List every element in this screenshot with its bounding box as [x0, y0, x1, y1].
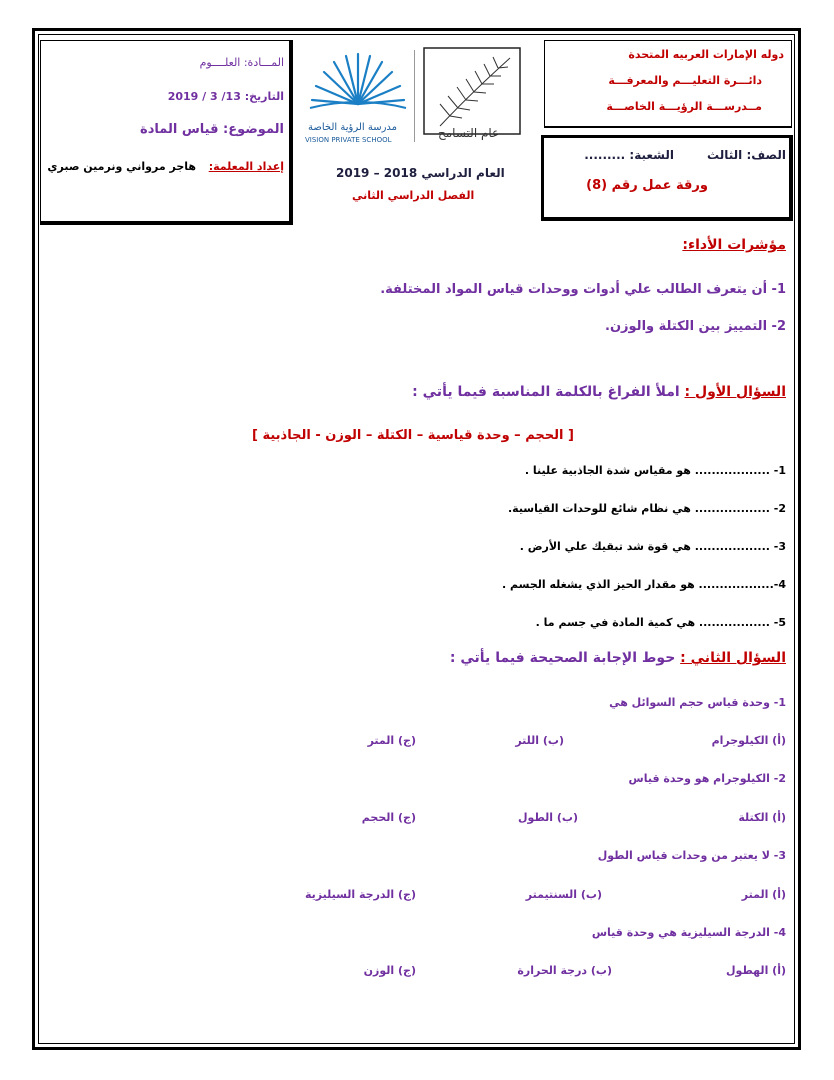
q1-instruction: املأ الفراغ بالكلمة المناسبة فيما يأتي :	[412, 384, 680, 400]
q1-item-3: 3- .................. هي قوة شد تبقيك علي الأرض .	[519, 540, 786, 553]
q2-q2-option-c: (ج) الحجم	[361, 811, 416, 824]
prepared-by-names: هاجر مرواني ونرمين صبري	[47, 160, 196, 173]
semester: الفصل الدراسي الثاني	[352, 189, 475, 202]
department-name: دائـــرة التعليـــم والمعرفـــة	[608, 74, 762, 87]
q2-question-2: 2- الكيلوجرام هو وحدة قياس	[628, 772, 786, 785]
worksheet-number: ورقة عمل رقم (8)	[586, 178, 708, 193]
indicator-item-1: 1- أن يتعرف الطالب علي أدوات ووحدات قياس المواد المختلفة.	[380, 282, 786, 297]
q2-heading	[450, 650, 786, 666]
q2-instruction: حوط الإجابة الصحيحة فيما يأتي :	[449, 650, 676, 666]
q2-q2-option-b: (ب) الطول	[518, 811, 578, 824]
tolerance-logo-text: عام التسامح	[438, 126, 500, 140]
q2-q3-option-c: (ج) الدرجة السيليزية	[304, 888, 416, 901]
indicator-item-2: 2- التمييز بين الكتلة والوزن.	[605, 319, 786, 334]
date-label: التاريخ: 13/ 3 / 2019	[167, 90, 284, 103]
q1-word-bank: [ الحجم – وحدة قياسية – الكتلة – الوزن - الجاذبية ]	[252, 428, 574, 443]
q1-heading	[412, 384, 786, 400]
q2-q2-option-a: (أ) الكتلة	[738, 811, 786, 824]
q2-q1-option-c: (ج) المتر	[367, 734, 416, 747]
academic-year: العام الدراسي 2018 – 2019	[336, 166, 505, 180]
q2-q4-option-b: (ب) درجة الحرارة	[517, 964, 612, 977]
q2-q4-option-c: (ج) الوزن	[363, 964, 416, 977]
q1-item-1: 1- .................. هو مقياس شدة الجاذبية علينا .	[524, 464, 786, 477]
q2-q4-option-a: (أ) الهطول	[726, 964, 786, 977]
q2-q1-option-b: (ب) اللتر	[515, 734, 564, 747]
q2-question-1: 1- وحدة قياس حجم السوائل هي	[609, 696, 786, 709]
q2-question-4: 4- الدرجة السيليزية هي وحدة قياس	[591, 926, 786, 939]
subject-label: المـــادة: العلــــوم	[199, 56, 284, 69]
vision-logo-arabic: مدرسة الرؤية الخاصة	[308, 122, 398, 133]
q2-q3-option-a: (أ) المتر	[741, 888, 786, 901]
vision-logo-english: VISION PRIVATE SCHOOL	[305, 136, 392, 144]
logo-divider	[414, 50, 415, 142]
q1-item-4: 4-.................. هو مقدار الحيز الذي يشغله الجسم .	[502, 578, 786, 591]
q2-q3-option-b: (ب) السنتيمتر	[525, 888, 602, 901]
country-name: دوله الإمارات العربيه المتحدة	[628, 48, 784, 61]
topic-label: الموضوع: قياس المادة	[140, 122, 284, 137]
q1-label: السؤال الأول :	[684, 384, 786, 400]
prepared-by-label: إعداد المعلمة:	[208, 160, 284, 173]
q1-item-2: 2- .................. هي نظام شائع للوحدات القياسية.	[507, 502, 786, 515]
q2-label: السؤال الثاني :	[680, 650, 786, 666]
q2-q1-option-a: (أ) الكيلوجرام	[711, 734, 786, 747]
q1-item-5: 5- ................. هي كمية المادة في جسم ما .	[535, 616, 786, 629]
indicators-title: مؤشرات الأداء:	[682, 237, 786, 253]
school-name: مــدرســـة الرؤيـــة الخاصـــة	[606, 100, 762, 113]
section-label: الشعبة: .........	[584, 148, 674, 162]
grade-label: الصف: الثالث	[707, 148, 786, 162]
q2-question-3: 3- لا يعتبر من وحدات قياس الطول	[597, 849, 786, 862]
